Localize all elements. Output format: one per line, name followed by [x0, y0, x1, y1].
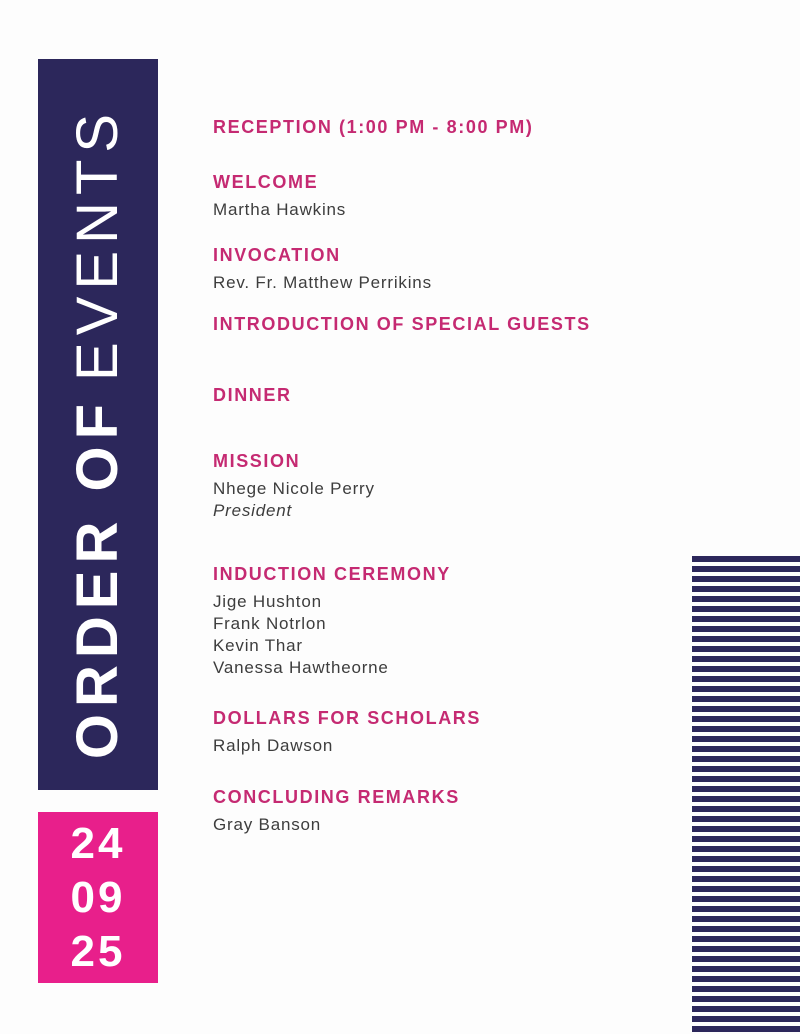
event-section-welcome [213, 172, 683, 221]
event-name: Gray Banson [213, 815, 322, 834]
event-section-reception [213, 117, 683, 144]
event-title: INVOCATION [213, 245, 341, 265]
event-section-mission [213, 451, 683, 522]
stripes-decoration [692, 556, 800, 1034]
events-label: EVENTS [65, 106, 130, 381]
event-name: Kevin Thar [213, 636, 303, 655]
event-title: DINNER [213, 385, 292, 405]
event-title: CONCLUDING REMARKS [213, 787, 460, 807]
event-title: RECEPTION (1:00 PM - 8:00 PM) [213, 117, 534, 137]
date-month: 09 [70, 872, 126, 922]
event-title: MISSION [213, 451, 301, 471]
event-title: INTRODUCTION OF SPECIAL GUESTS [213, 314, 591, 334]
event-title: WELCOME [213, 172, 319, 192]
event-section-induction [213, 564, 683, 679]
event-section-introduction [213, 314, 683, 341]
date-box [38, 812, 158, 983]
date-year: 25 [70, 926, 126, 976]
event-name: Vanessa Hawtheorne [213, 658, 389, 677]
event-name: Frank Notrlon [213, 614, 327, 633]
order-of-label: ORDER OF [65, 396, 130, 759]
order-of-events-bar [38, 59, 158, 790]
event-name: Ralph Dawson [213, 736, 334, 755]
event-section-invocation [213, 245, 683, 294]
event-name: Martha Hawkins [213, 200, 347, 219]
date-day: 24 [70, 818, 126, 868]
event-name: Jige Hushton [213, 592, 322, 611]
event-name: Rev. Fr. Matthew Perrikins [213, 273, 432, 292]
event-section-dollars [213, 708, 683, 757]
event-section-dinner [213, 385, 683, 412]
event-role: President [213, 501, 293, 520]
order-of-events-title [65, 106, 130, 759]
event-title: DOLLARS FOR SCHOLARS [213, 708, 481, 728]
event-section-concluding [213, 787, 683, 836]
event-name: Nhege Nicole Perry [213, 479, 375, 498]
event-title: INDUCTION CEREMONY [213, 564, 451, 584]
